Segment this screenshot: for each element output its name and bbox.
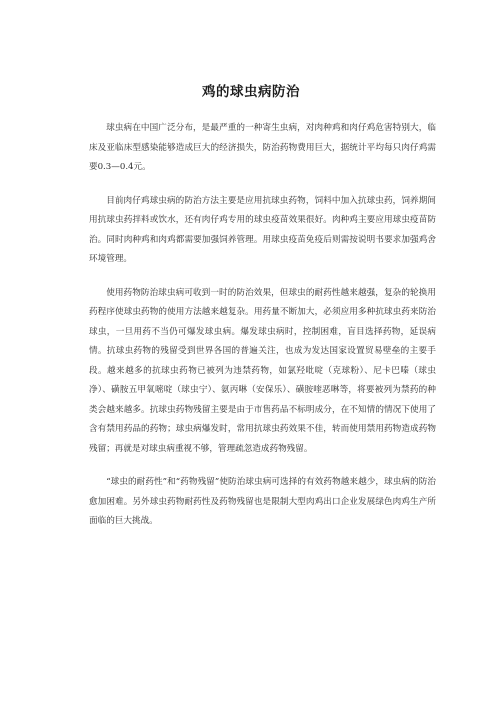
paragraph-2: 目前肉仔鸡球虫病的防治方法主要是应用抗球虫药物，饲料中加入抗球虫药，饲养期间用抗球虫药拌料或饮水，还有肉仔鸡专用的球虫疫苗效果很好。肉种鸡主要应用球虫疫苗防治。同时肉种鸡和肉鸡都需要加强饲养管理。用球虫疫苗免疫后则需按说明书要求加强鸡舍环境管理。 [89, 195, 436, 264]
document-title: 鸡的球虫病防治 [202, 84, 300, 100]
document-body [89, 119, 436, 546]
paragraph-3: 使用药物防治球虫病可收到一时的防治效果，但球虫的耐药性越来越强，复杂的轮换用药程序使球虫药物的使用方法越来越复杂。用药量不断加大，必须应用多种抗球虫药来防治球虫，一旦用药不当仍可爆发球虫病。爆发球虫病时，控制困难，盲目选择药物，延误病情。抗球虫药物的残留受到世界各国的普遍关注，也成为发达国家设置贸易壁垒的主要手段。越来越多的抗球虫药物已被列为违禁药物，如氯羟吡啶（克球粉）、尼卡巴嗪（球虫净）、磺胺五甲氧嘧啶（球虫宁）、氨丙啉（安保乐）、磺胺喹恶啉等，将要被列为禁药的种类会越来越多。抗球虫药物残留主要是由于市售药品不标明成分，在不知情的情况下使用了含有禁用药品的药物；球虫病爆发时，常用抗球虫药效果不佳，转而使用禁用药物造成药物残留；再就是对球虫病重视不够，管理疏忽造成药物残留。 [89, 287, 436, 454]
paragraph-4: “球虫的耐药性”和“药物残留”使防治球虫病可选择的有效药物越来越少，球虫病的防治愈加困难。另外球虫药物耐药性及药物残留也是限制大型肉鸡出口企业发展绿色肉鸡生产所面临的巨大挑战。 [89, 477, 436, 526]
paragraph-1: 球虫病在中国广泛分布，是最严重的一种寄生虫病，对肉种鸡和肉仔鸡危害特别大，临床及亚临床型感染能够造成巨大的经济损失，防治药物费用巨大，据统计平均每只肉仔鸡需要0.3—0.4元。 [89, 123, 436, 172]
